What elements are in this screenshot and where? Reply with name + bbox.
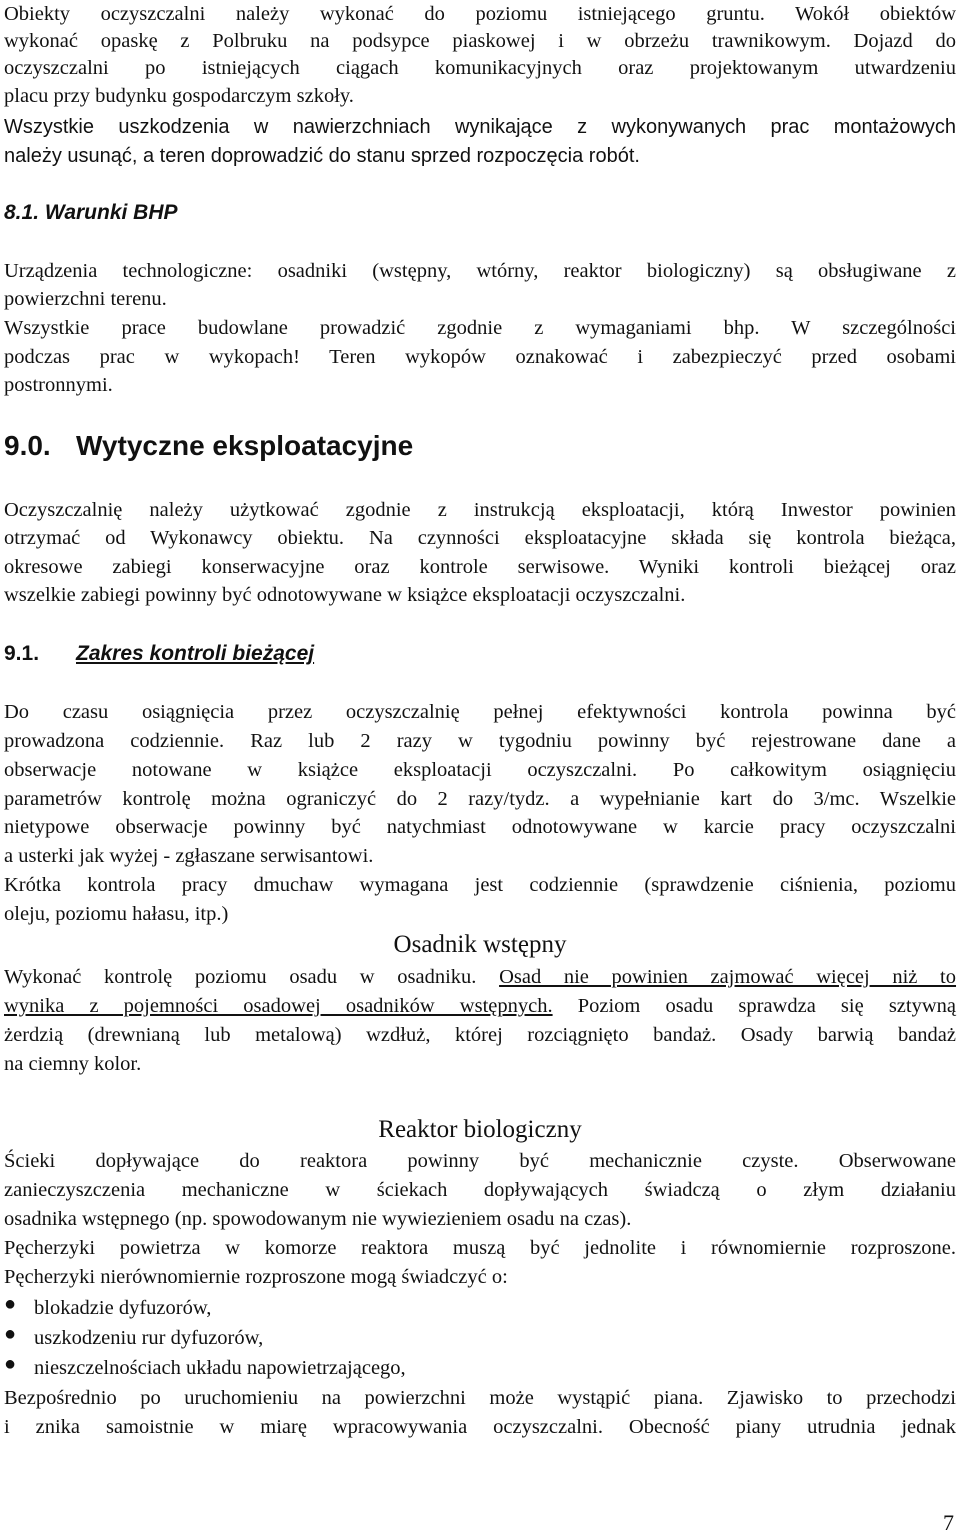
paragraph-line: prowadzona codziennie. Raz lub 2 razy w tygodniu powinny być rejestrowane dane a: [4, 730, 956, 752]
paragraph-line: Urządzenia technologiczne: osadniki (wstępny, wtórny, reaktor biologiczny) są obsługiwane z: [4, 260, 956, 282]
section-title: Zakres kontroli bieżącej: [76, 642, 315, 665]
list-item: uszkodzeniu rur dyfuzorów,: [34, 1327, 264, 1349]
paragraph-line: Ścieki dopływające do reaktora powinny być mechanicznie czyste. Obserwowane: [4, 1150, 956, 1172]
list-item: blokadzie dyfuzorów,: [34, 1297, 212, 1319]
underlined-text: wynika z pojemności osadowej osadników wstępnych.: [4, 995, 553, 1017]
bullet-icon: ●: [4, 1293, 17, 1315]
intro-line: oczyszczalni po istniejących ciągach komunikacyjnych oraz projektowanym utwardzeniu: [4, 57, 956, 79]
section-number: 9.1.: [4, 642, 40, 665]
damage-line: Wszystkie uszkodzenia w nawierzchniach wynikające z wykonywanych prac montażowych: [4, 116, 956, 138]
bullet-icon: ●: [4, 1353, 17, 1375]
paragraph-line: na ciemny kolor.: [4, 1053, 142, 1075]
paragraph-line: zanieczyszczenia mechaniczne w ściekach dopływających świadczą o złym działaniu: [4, 1179, 956, 1201]
paragraph-line: Bezpośrednio po uruchomieniu na powierzchni może wystąpić piana. Zjawisko to przechodzi: [4, 1387, 956, 1409]
bullet-icon: ●: [4, 1323, 17, 1345]
section-heading-8-1: [4, 199, 178, 227]
paragraph-line: a usterki jak wyżej - zgłaszane serwisantowi.: [4, 845, 374, 867]
paragraph-line: Pęcherzyki powietrza w komorze reaktora muszą być jednolite i równomiernie rozproszone.: [4, 1237, 956, 1259]
paragraph-line: wszelkie zabiegi powinny być odnotowywane w książce eksploatacji oczyszczalni.: [4, 584, 686, 606]
subheading-osadnik: Osadnik wstępny: [393, 931, 567, 958]
paragraph-line: obserwacje notowane w książce eksploatacji oczyszczalni. Po całkowitym osiągnięciu: [4, 759, 956, 781]
paragraph-line: powierzchni terenu.: [4, 288, 167, 310]
section-heading-9-1: [4, 640, 314, 668]
intro-line: wykonać opaskę z Polbruku na podsypce piaskowej i w obrzeżu trawnikowym. Dojazd do: [4, 30, 956, 52]
paragraph-line: okresowe zabiegi konserwacyjne oraz kontrole serwisowe. Wyniki kontroli bieżącej oraz: [4, 556, 956, 578]
paragraph-line: Pęcherzyki nierównomiernie rozproszone mogą świadczyć o:: [4, 1266, 508, 1288]
paragraph-line: oleju, poziomu hałasu, itp.): [4, 903, 229, 925]
section-number: 9.0.: [4, 430, 51, 461]
section-heading-9-0: [4, 429, 413, 463]
section-number: 8.1.: [4, 201, 40, 224]
paragraph-line: osadnika wstępnego (np. spowodowanym nie wywiezieniem osadu na czas).: [4, 1208, 632, 1230]
paragraph-line: otrzymać od Wykonawcy obiektu. Na czynności eksploatacyjne składa się kontrola bieżąca,: [4, 527, 956, 549]
paragraph-line: i znika samoistnie w miarę wpracowywania oczyszczalni. Obecność piany utrudnia jednak: [4, 1416, 956, 1438]
damage-line: należy usunąć, a teren doprowadzić do stanu sprzed rozpoczęcia robót.: [4, 145, 640, 167]
paragraph-line: parametrów kontrolę można ograniczyć do 2 razy/tydz. a wypełnianie kart do 3/mc. Wszelkie: [4, 788, 956, 810]
paragraph-line: nietypowe obserwacje powinny być natychmiast odnotowywane w karcie pracy oczyszczalni: [4, 816, 956, 838]
intro-line: placu przy budynku gospodarczym szkoły.: [4, 85, 354, 107]
subheading-reaktor: Reaktor biologiczny: [378, 1116, 582, 1143]
paragraph-line: podczas prac w wykopach! Teren wykopów oznakować i zabezpieczyć przed osobami: [4, 346, 956, 368]
list-item: nieszczelnościach układu napowietrzającego,: [34, 1357, 406, 1379]
section-title: Warunki BHP: [44, 201, 178, 224]
text-segment: Wykonać kontrolę poziomu osadu w osadniku.: [4, 966, 500, 988]
paragraph-line: [4, 992, 956, 1020]
paragraph-line: postronnymi.: [4, 374, 113, 396]
paragraph-line: Do czasu osiągnięcia przez oczyszczalnię pełnej efektywności kontrola powinna być: [4, 701, 956, 723]
paragraph-line: Wszystkie prace budowlane prowadzić zgodnie z wymaganiami bhp. W szczególności: [4, 317, 956, 339]
paragraph-line: Krótka kontrola pracy dmuchaw wymagana jest codziennie (sprawdzenie ciśnienia, poziomu: [4, 874, 956, 896]
text-segment: Poziom osadu sprawdza się sztywną: [552, 995, 956, 1017]
section-title: Wytyczne eksploatacyjne: [76, 430, 414, 461]
paragraph-line: Oczyszczalnię należy użytkować zgodnie z instrukcją eksploatacji, którą Inwestor powinien: [4, 499, 956, 521]
underlined-text: Osad nie powinien zajmować więcej niż to: [499, 966, 957, 988]
page-number: 7: [943, 1510, 954, 1535]
paragraph-line: [4, 963, 956, 991]
intro-line: Obiekty oczyszczalni należy wykonać do poziomu istniejącego gruntu. Wokół obiektów: [4, 3, 956, 25]
paragraph-line: żerdzią (drewnianą lub metalową) wzdłuż, której rozciągnięto bandaż. Osady barwią bandaż: [4, 1024, 956, 1046]
